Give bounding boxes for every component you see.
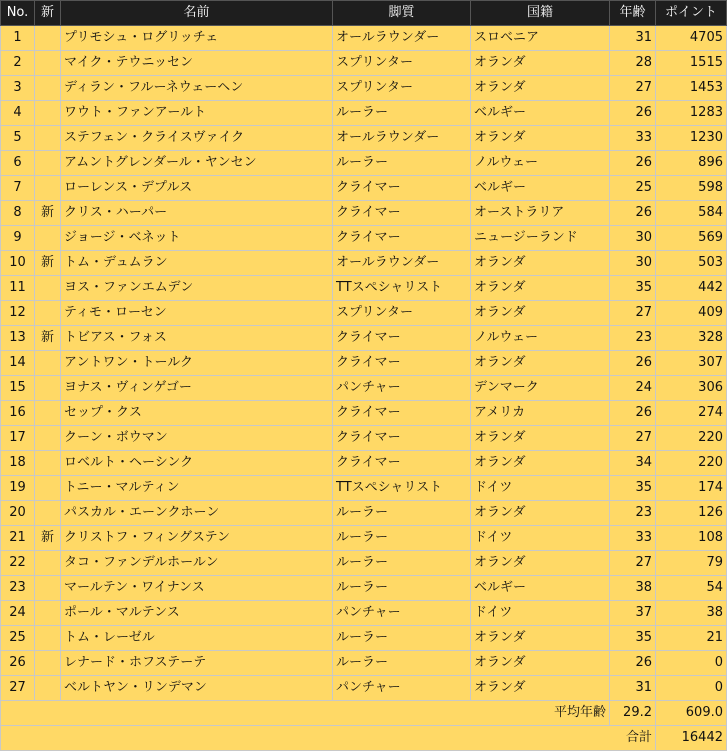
cell-age: 26 bbox=[610, 101, 656, 126]
table-row bbox=[1, 76, 727, 101]
cell-name: ジョージ・ベネット bbox=[61, 226, 333, 251]
cell-name: マイク・テウニッセン bbox=[61, 51, 333, 76]
cell-age: 26 bbox=[610, 351, 656, 376]
cell-type: スプリンター bbox=[333, 51, 471, 76]
cell-name: トビアス・フォス bbox=[61, 326, 333, 351]
cell-new-badge bbox=[35, 401, 61, 426]
table-row bbox=[1, 176, 727, 201]
cell-points: 220 bbox=[656, 426, 727, 451]
cell-name: クリストフ・フィングステン bbox=[61, 526, 333, 551]
cell-age: 26 bbox=[610, 651, 656, 676]
cell-points: 126 bbox=[656, 501, 727, 526]
cell-no: 16 bbox=[1, 401, 35, 426]
cell-nationality: スロベニア bbox=[471, 26, 610, 51]
cell-new-badge bbox=[35, 301, 61, 326]
cell-points: 306 bbox=[656, 376, 727, 401]
cell-age: 33 bbox=[610, 526, 656, 551]
cell-new-badge bbox=[35, 351, 61, 376]
cell-age: 27 bbox=[610, 426, 656, 451]
cell-name: ヨス・ファンエムデン bbox=[61, 276, 333, 301]
cell-age: 25 bbox=[610, 176, 656, 201]
cell-name: マールテン・ワイナンス bbox=[61, 576, 333, 601]
cell-no: 23 bbox=[1, 576, 35, 601]
cell-new-badge bbox=[35, 451, 61, 476]
cell-no: 26 bbox=[1, 651, 35, 676]
cell-age: 35 bbox=[610, 276, 656, 301]
cell-points: 220 bbox=[656, 451, 727, 476]
cell-nationality: ドイツ bbox=[471, 601, 610, 626]
cell-points: 79 bbox=[656, 551, 727, 576]
cell-no: 7 bbox=[1, 176, 35, 201]
cell-type: パンチャー bbox=[333, 376, 471, 401]
cell-new-badge bbox=[35, 276, 61, 301]
cell-name: ティモ・ローセン bbox=[61, 301, 333, 326]
table-body bbox=[1, 26, 727, 701]
cell-no: 1 bbox=[1, 26, 35, 51]
table-row bbox=[1, 101, 727, 126]
cell-type: TTスペシャリスト bbox=[333, 476, 471, 501]
cell-name: ヨナス・ヴィンゲゴー bbox=[61, 376, 333, 401]
cell-type: ルーラー bbox=[333, 626, 471, 651]
cell-no: 4 bbox=[1, 101, 35, 126]
cell-nationality: オランダ bbox=[471, 126, 610, 151]
cell-name: クリス・ハーパー bbox=[61, 201, 333, 226]
cell-no: 22 bbox=[1, 551, 35, 576]
cell-points: 569 bbox=[656, 226, 727, 251]
total-row bbox=[1, 726, 727, 751]
cell-nationality: オランダ bbox=[471, 451, 610, 476]
cell-new-badge bbox=[35, 26, 61, 51]
cell-age: 34 bbox=[610, 451, 656, 476]
table-row bbox=[1, 651, 727, 676]
average-label: 平均年齢 bbox=[1, 701, 610, 726]
cell-points: 1453 bbox=[656, 76, 727, 101]
cell-no: 10 bbox=[1, 251, 35, 276]
cell-name: ディラン・フルーネウェーヘン bbox=[61, 76, 333, 101]
cell-name: トニー・マルティン bbox=[61, 476, 333, 501]
cell-no: 13 bbox=[1, 326, 35, 351]
cell-points: 1230 bbox=[656, 126, 727, 151]
cell-nationality: オランダ bbox=[471, 551, 610, 576]
table-row bbox=[1, 326, 727, 351]
cell-no: 21 bbox=[1, 526, 35, 551]
cell-points: 0 bbox=[656, 651, 727, 676]
cell-age: 23 bbox=[610, 501, 656, 526]
table-row bbox=[1, 501, 727, 526]
cell-new-badge bbox=[35, 626, 61, 651]
cell-age: 28 bbox=[610, 51, 656, 76]
table-row bbox=[1, 526, 727, 551]
cell-name: トム・レーゼル bbox=[61, 626, 333, 651]
cell-type: クライマー bbox=[333, 201, 471, 226]
cell-nationality: オランダ bbox=[471, 276, 610, 301]
table-row bbox=[1, 351, 727, 376]
cell-age: 31 bbox=[610, 676, 656, 701]
cell-name: ステフェン・クライスヴァイク bbox=[61, 126, 333, 151]
header-age: 年齢 bbox=[610, 1, 656, 26]
cell-points: 174 bbox=[656, 476, 727, 501]
cell-nationality: オランダ bbox=[471, 626, 610, 651]
cell-type: スプリンター bbox=[333, 76, 471, 101]
cell-name: タコ・ファンデルホールン bbox=[61, 551, 333, 576]
cell-new-badge: 新 bbox=[35, 326, 61, 351]
cell-age: 26 bbox=[610, 201, 656, 226]
cell-new-badge bbox=[35, 601, 61, 626]
cell-no: 5 bbox=[1, 126, 35, 151]
cell-age: 37 bbox=[610, 601, 656, 626]
cell-points: 38 bbox=[656, 601, 727, 626]
table-row bbox=[1, 476, 727, 501]
cell-points: 1515 bbox=[656, 51, 727, 76]
cell-age: 27 bbox=[610, 76, 656, 101]
cell-name: ポール・マルテンス bbox=[61, 601, 333, 626]
cell-name: セップ・クス bbox=[61, 401, 333, 426]
table-row bbox=[1, 251, 727, 276]
cell-new-badge bbox=[35, 551, 61, 576]
cell-nationality: ベルギー bbox=[471, 576, 610, 601]
cell-no: 6 bbox=[1, 151, 35, 176]
cell-no: 15 bbox=[1, 376, 35, 401]
cell-new-badge bbox=[35, 426, 61, 451]
cell-type: ルーラー bbox=[333, 576, 471, 601]
cell-nationality: アメリカ bbox=[471, 401, 610, 426]
cell-nationality: オランダ bbox=[471, 301, 610, 326]
cell-name: アムントグレンダール・ヤンセン bbox=[61, 151, 333, 176]
cell-name: アントワン・トールク bbox=[61, 351, 333, 376]
cell-no: 12 bbox=[1, 301, 35, 326]
cell-new-badge bbox=[35, 676, 61, 701]
cell-age: 23 bbox=[610, 326, 656, 351]
average-age: 29.2 bbox=[610, 701, 656, 726]
cell-age: 35 bbox=[610, 626, 656, 651]
cell-nationality: デンマーク bbox=[471, 376, 610, 401]
table-row bbox=[1, 551, 727, 576]
cell-type: クライマー bbox=[333, 351, 471, 376]
cell-nationality: ノルウェー bbox=[471, 326, 610, 351]
cell-name: ロベルト・ヘーシンク bbox=[61, 451, 333, 476]
cell-type: オールラウンダー bbox=[333, 126, 471, 151]
cell-type: クライマー bbox=[333, 226, 471, 251]
cell-nationality: ベルギー bbox=[471, 176, 610, 201]
table-row bbox=[1, 226, 727, 251]
cell-new-badge: 新 bbox=[35, 251, 61, 276]
cell-new-badge bbox=[35, 476, 61, 501]
table-row bbox=[1, 451, 727, 476]
cell-new-badge bbox=[35, 76, 61, 101]
cell-new-badge bbox=[35, 501, 61, 526]
average-points: 609.0 bbox=[656, 701, 727, 726]
average-row bbox=[1, 701, 727, 726]
cell-points: 442 bbox=[656, 276, 727, 301]
cell-new-badge bbox=[35, 651, 61, 676]
cell-nationality: オランダ bbox=[471, 51, 610, 76]
cell-type: パンチャー bbox=[333, 676, 471, 701]
cell-type: クライマー bbox=[333, 176, 471, 201]
cell-nationality: オランダ bbox=[471, 426, 610, 451]
header-type: 脚質 bbox=[333, 1, 471, 26]
table-row bbox=[1, 126, 727, 151]
cell-nationality: ドイツ bbox=[471, 526, 610, 551]
cell-no: 24 bbox=[1, 601, 35, 626]
cell-type: ルーラー bbox=[333, 651, 471, 676]
cell-name: トム・デュムラン bbox=[61, 251, 333, 276]
table-row bbox=[1, 401, 727, 426]
cell-no: 27 bbox=[1, 676, 35, 701]
cell-new-badge bbox=[35, 176, 61, 201]
cell-nationality: オランダ bbox=[471, 351, 610, 376]
cell-type: TTスペシャリスト bbox=[333, 276, 471, 301]
header-no: No. bbox=[1, 1, 35, 26]
cell-no: 11 bbox=[1, 276, 35, 301]
cell-name: レナード・ホフステーテ bbox=[61, 651, 333, 676]
cell-type: オールラウンダー bbox=[333, 26, 471, 51]
cell-new-badge bbox=[35, 226, 61, 251]
cell-new-badge: 新 bbox=[35, 526, 61, 551]
cell-name: クーン・ボウマン bbox=[61, 426, 333, 451]
cell-name: プリモシュ・ログリッチェ bbox=[61, 26, 333, 51]
cell-type: ルーラー bbox=[333, 151, 471, 176]
cell-no: 20 bbox=[1, 501, 35, 526]
cell-type: スプリンター bbox=[333, 301, 471, 326]
cell-name: ベルトヤン・リンデマン bbox=[61, 676, 333, 701]
table-row bbox=[1, 376, 727, 401]
cell-points: 598 bbox=[656, 176, 727, 201]
table-row bbox=[1, 601, 727, 626]
cell-type: クライマー bbox=[333, 401, 471, 426]
cell-nationality: ドイツ bbox=[471, 476, 610, 501]
cell-nationality: ニュージーランド bbox=[471, 226, 610, 251]
cell-type: オールラウンダー bbox=[333, 251, 471, 276]
table-row bbox=[1, 26, 727, 51]
header-new: 新 bbox=[35, 1, 61, 26]
total-points: 16442 bbox=[656, 726, 727, 751]
cell-type: ルーラー bbox=[333, 551, 471, 576]
cell-new-badge bbox=[35, 126, 61, 151]
cell-nationality: ベルギー bbox=[471, 101, 610, 126]
cell-age: 24 bbox=[610, 376, 656, 401]
cell-points: 4705 bbox=[656, 26, 727, 51]
cell-points: 584 bbox=[656, 201, 727, 226]
cell-age: 27 bbox=[610, 551, 656, 576]
cell-points: 896 bbox=[656, 151, 727, 176]
table-row bbox=[1, 301, 727, 326]
table-row bbox=[1, 426, 727, 451]
table-header-row bbox=[1, 1, 727, 26]
cell-new-badge: 新 bbox=[35, 201, 61, 226]
table-row bbox=[1, 151, 727, 176]
cell-no: 18 bbox=[1, 451, 35, 476]
cell-nationality: オランダ bbox=[471, 651, 610, 676]
header-name: 名前 bbox=[61, 1, 333, 26]
header-points: ポイント bbox=[656, 1, 727, 26]
cell-points: 274 bbox=[656, 401, 727, 426]
cell-name: パスカル・エーンクホーン bbox=[61, 501, 333, 526]
cell-age: 35 bbox=[610, 476, 656, 501]
cell-points: 307 bbox=[656, 351, 727, 376]
header-nationality: 国籍 bbox=[471, 1, 610, 26]
cell-type: ルーラー bbox=[333, 526, 471, 551]
cell-points: 108 bbox=[656, 526, 727, 551]
cell-age: 30 bbox=[610, 226, 656, 251]
cell-nationality: ノルウェー bbox=[471, 151, 610, 176]
cell-type: クライマー bbox=[333, 326, 471, 351]
cell-points: 54 bbox=[656, 576, 727, 601]
cell-new-badge bbox=[35, 151, 61, 176]
cell-nationality: オランダ bbox=[471, 76, 610, 101]
cell-points: 328 bbox=[656, 326, 727, 351]
cell-points: 409 bbox=[656, 301, 727, 326]
cell-points: 503 bbox=[656, 251, 727, 276]
cell-type: クライマー bbox=[333, 426, 471, 451]
cell-new-badge bbox=[35, 376, 61, 401]
table-row bbox=[1, 51, 727, 76]
cell-nationality: オランダ bbox=[471, 251, 610, 276]
cell-no: 14 bbox=[1, 351, 35, 376]
cell-type: クライマー bbox=[333, 451, 471, 476]
table-row bbox=[1, 276, 727, 301]
cell-age: 27 bbox=[610, 301, 656, 326]
cell-name: ワウト・ファンアールト bbox=[61, 101, 333, 126]
table-row bbox=[1, 201, 727, 226]
cell-new-badge bbox=[35, 101, 61, 126]
cell-points: 0 bbox=[656, 676, 727, 701]
cell-points: 21 bbox=[656, 626, 727, 651]
cell-age: 30 bbox=[610, 251, 656, 276]
cell-type: ルーラー bbox=[333, 101, 471, 126]
cell-age: 33 bbox=[610, 126, 656, 151]
table-row bbox=[1, 626, 727, 651]
cell-no: 17 bbox=[1, 426, 35, 451]
cell-no: 3 bbox=[1, 76, 35, 101]
cell-age: 31 bbox=[610, 26, 656, 51]
cell-nationality: オーストラリア bbox=[471, 201, 610, 226]
table-row bbox=[1, 576, 727, 601]
cell-age: 38 bbox=[610, 576, 656, 601]
cell-age: 26 bbox=[610, 401, 656, 426]
cell-age: 26 bbox=[610, 151, 656, 176]
cell-no: 2 bbox=[1, 51, 35, 76]
cell-type: パンチャー bbox=[333, 601, 471, 626]
cell-no: 8 bbox=[1, 201, 35, 226]
table-row bbox=[1, 676, 727, 701]
cell-no: 25 bbox=[1, 626, 35, 651]
cell-no: 9 bbox=[1, 226, 35, 251]
total-label: 合計 bbox=[1, 726, 656, 751]
cell-new-badge bbox=[35, 51, 61, 76]
cell-name: ローレンス・デプルス bbox=[61, 176, 333, 201]
cell-new-badge bbox=[35, 576, 61, 601]
cell-nationality: オランダ bbox=[471, 676, 610, 701]
cell-points: 1283 bbox=[656, 101, 727, 126]
cell-nationality: オランダ bbox=[471, 501, 610, 526]
cell-no: 19 bbox=[1, 476, 35, 501]
cell-type: ルーラー bbox=[333, 501, 471, 526]
